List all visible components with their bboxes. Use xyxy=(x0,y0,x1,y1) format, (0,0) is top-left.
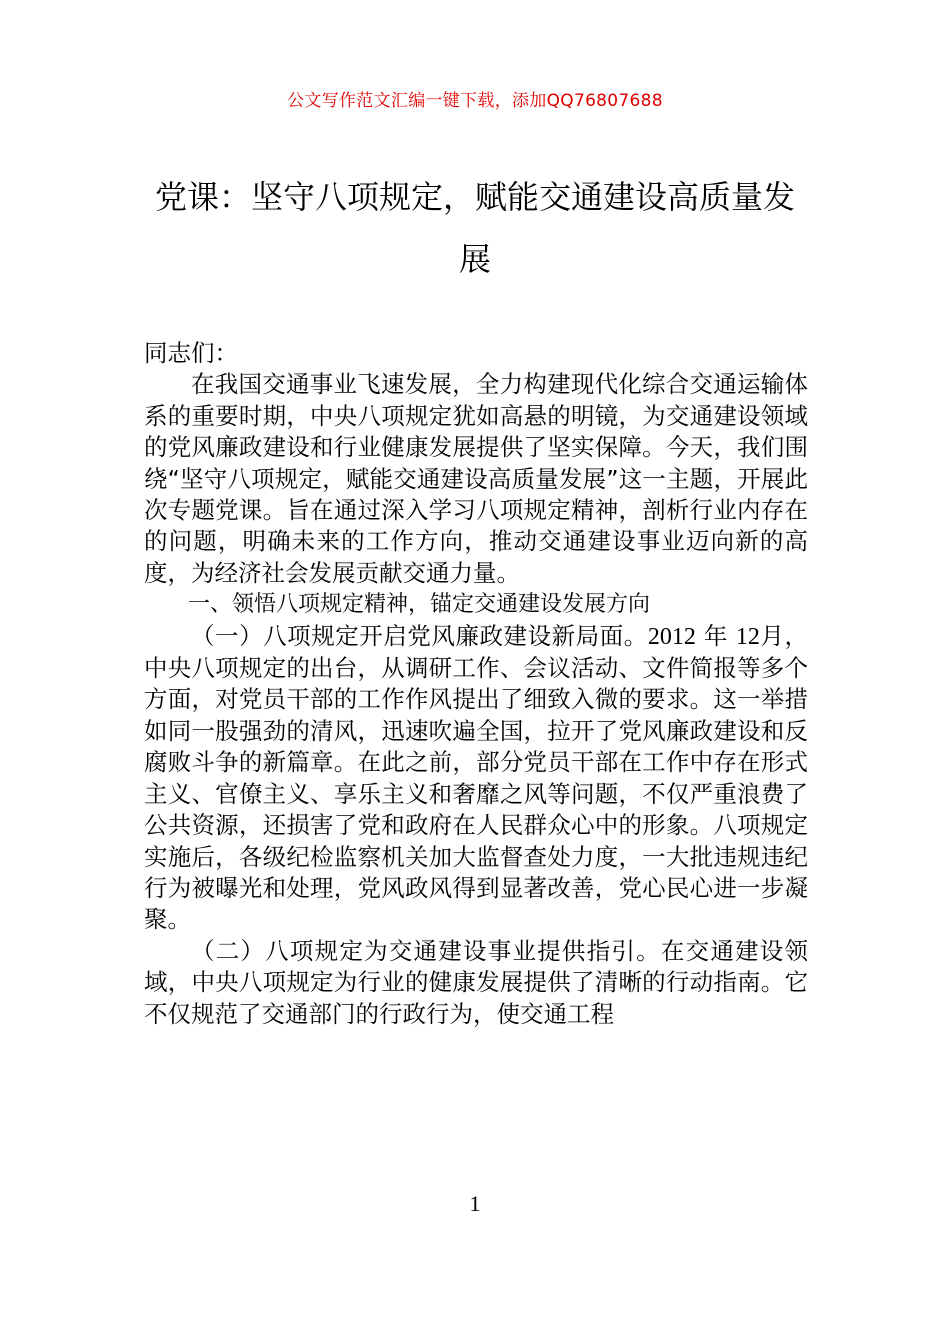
year-unit: 年 xyxy=(703,621,728,650)
year-number: 2012 xyxy=(647,623,696,650)
document-body xyxy=(144,338,808,1030)
subsection-1-paragraph xyxy=(144,621,808,936)
subsection-1-body: 月，中央八项规定的出台，从调研工作、会议活动、文件简报等多个方面，对党员干部的工作作风提出了细致入微的要求。这一举措如同一股强劲的清风，迅速吹遍全国，拉开了党风廉政建设和反腐败斗争的新篇章。在此之前，部分党员干部在工作中存在形式主义、官僚主义、享乐主义和奢靡之风等问题，不仅严重浪费了公共资源，还损害了党和政府在人民群众心中的形象。八项规定实施后，各级纪检监察机关加大监督查处力度，一大批违规违纪行为被曝光和处理，党风政风得到显著改善，党心民心进一步凝聚。 xyxy=(144,621,808,934)
intro-paragraph: 在我国交通事业飞速发展，全力构建现代化综合交通运输体系的重要时期，中央八项规定犹如高悬的明镜，为交通建设领域的党风廉政建设和行业健康发展提供了坚实保障。今天，我们围绕“坚守八项规定，赋能交通建设高质量发展”这一主题，开展此次专题党课。旨在通过深入学习八项规定精神，剖析行业内存在的问题，明确未来的工作方向，推动交通建设事业迈向新的高度，为经济社会发展贡献交通力量。 xyxy=(144,370,808,587)
salutation: 同志们： xyxy=(144,339,238,367)
subsection-1-lead: （一）八项规定开启党风廉政建设新局面。 xyxy=(191,621,648,650)
subsection-2-body: 在交通建设领域，中央八项规定为行业的健康发展提供了清晰的行动指南。它不仅规范了交通部门的行政行为，使交通工程 xyxy=(144,936,809,1028)
subsection-2-paragraph xyxy=(144,936,808,1030)
section-heading-1: 一、领悟八项规定精神，锚定交通建设发展方向 xyxy=(188,592,651,618)
page-number: 1 xyxy=(469,1191,481,1216)
document-title: 党课：坚守八项规定，赋能交通建设高质量发展 xyxy=(154,178,795,278)
header-note: 公文写作范文汇编一键下载，添加QQ76807688 xyxy=(287,91,663,111)
month-number: 12 xyxy=(735,623,760,650)
subsection-2-lead: （二）八项规定为交通建设事业提供指引。 xyxy=(191,936,661,965)
